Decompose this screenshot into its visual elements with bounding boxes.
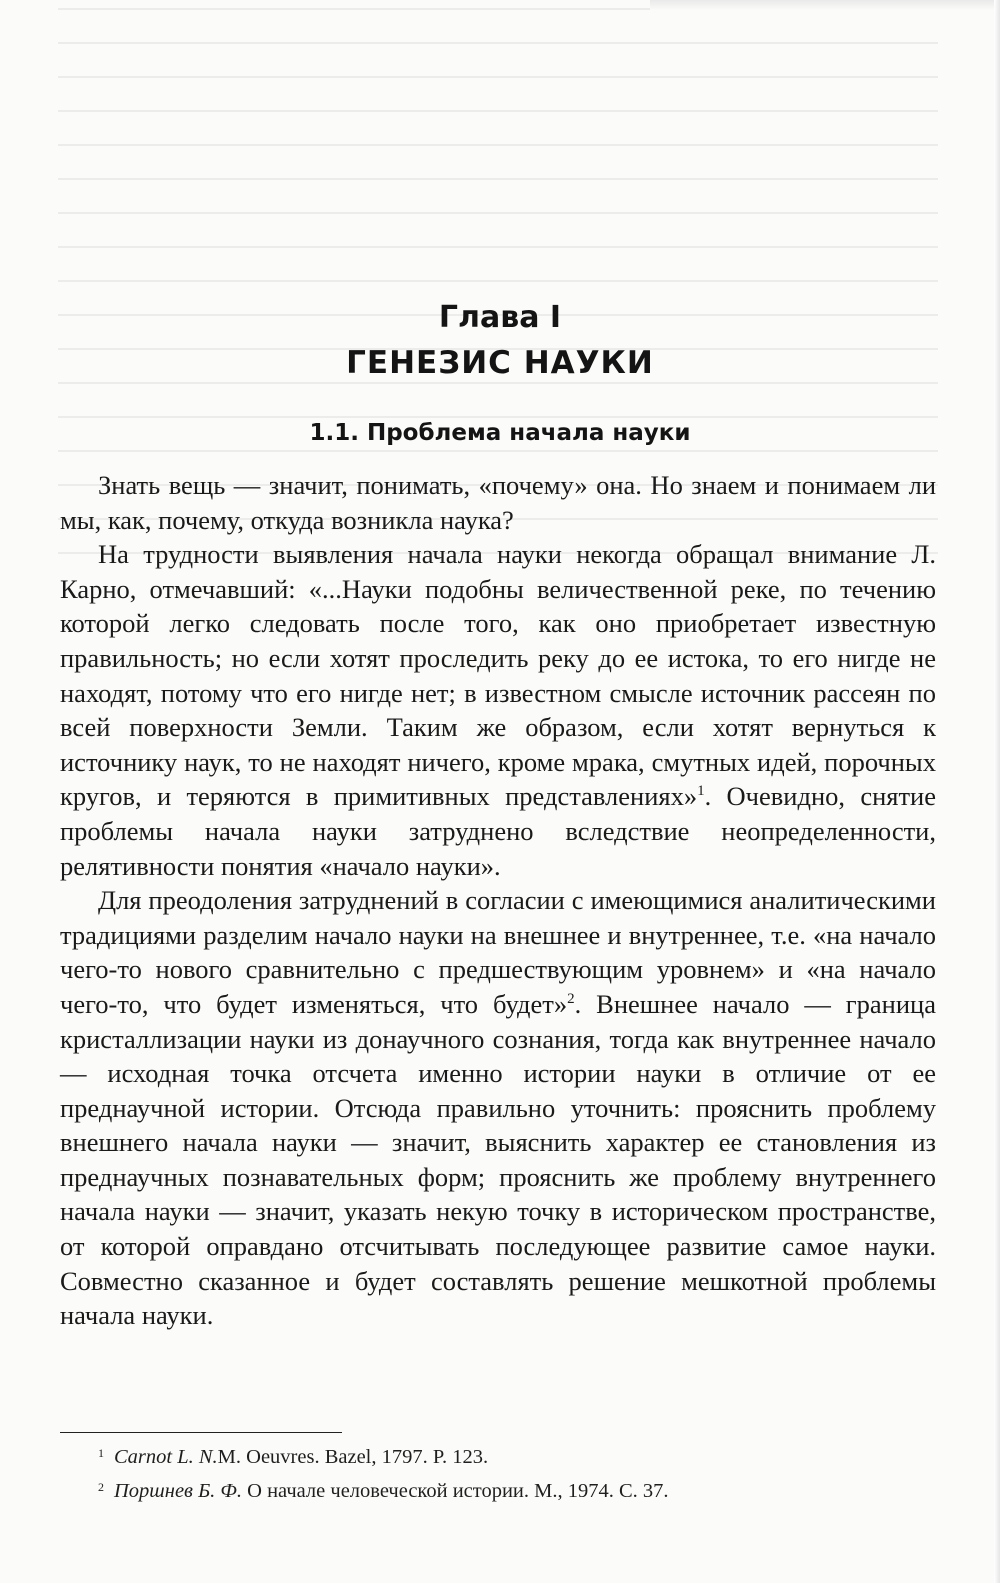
body-text: [60, 468, 936, 1333]
paragraph-2-tail: . Очевидно, снятие проблемы начала науки затруднено вследствие неопределенности, релятивности понятия «начало науки».: [60, 781, 936, 881]
paragraph-1: Знать вещь — значит, понимать, «почему» она. Но знаем и понимаем ли мы, как, почему, откуда возникла наука?: [60, 470, 936, 535]
page-right-edge: [994, 0, 1000, 1583]
footnote-1: [60, 1440, 936, 1474]
chapter-title: ГЕНЕЗИС НАУКИ: [346, 345, 654, 381]
footnotes: [60, 1440, 936, 1508]
footnote-2: [60, 1474, 936, 1508]
footnote-author: Поршнев Б. Ф.: [114, 1480, 243, 1502]
paragraph-2: [60, 537, 936, 883]
footnote-ref-2[interactable]: 2: [567, 991, 575, 1008]
chapter-label: Глава I: [438, 300, 562, 335]
footnote-author: Carnot L. N.: [114, 1446, 218, 1468]
page-top-edge: [650, 0, 1000, 10]
footnote-separator: [60, 1432, 342, 1433]
footnote-number: 1: [98, 1446, 104, 1460]
section-title: 1.1. Проблема начала науки: [309, 420, 691, 446]
footnote-text: О начале человеческой истории. М., 1974. С. 37.: [242, 1480, 669, 1502]
paragraph-3-tail: . Внешнее начало — граница кристаллизации науки из донаучного сознания, тогда как внутреннее начало — исходная точка отсчета именно истории науки в отличие от ее преднаучной истории. Отсюда правильно уточнить: прояснить проблему внешнего начала науки — значит, выяснить характер ее становления из преднаучных познавательных форм; прояснить же проблему внутреннего начала науки — значит, указать некую точку в историческом пространстве, от которой оправдано отсчитывать последующее развитие самое науки. Совместно сказанное и будет составлять решение мешкотной проблемы начала науки.: [60, 988, 936, 1331]
footnote-number: 2: [98, 1480, 104, 1494]
footnote-ref-1[interactable]: 1: [697, 783, 705, 800]
footnote-text: M. Oeuvres. Bazel, 1797. P. 123.: [217, 1446, 489, 1468]
paragraph-3-text: Для преодоления затруднений в согласии с имеющимися аналитическими традициями разделим начало науки на внешнее и внутреннее, т.е. «на начало чего-то нового сравнительно с предшествующим уровнем» и «на начало чего-то, что будет изменяться, что будет»: [60, 885, 936, 1019]
paragraph-2-text: На трудности выявления начала науки некогда обращал внимание Л. Карно, отмечавший: «...Науки подобны величественной реке, по течению которой легко следовать после того, как оно приобретает известную правильность; но если хотят проследить реку до ее истока, то его нигде не находят, потому что его нигде нет; в известном смысле источник рассеян по всей поверхности Земли. Таким же образом, если хотят вернуться к источнику наук, то не находят ничего, кроме мрака, смутных идей, порочных кругов, и теряются в примитивных представлениях»: [60, 539, 936, 812]
paragraph-3: [60, 883, 936, 1333]
